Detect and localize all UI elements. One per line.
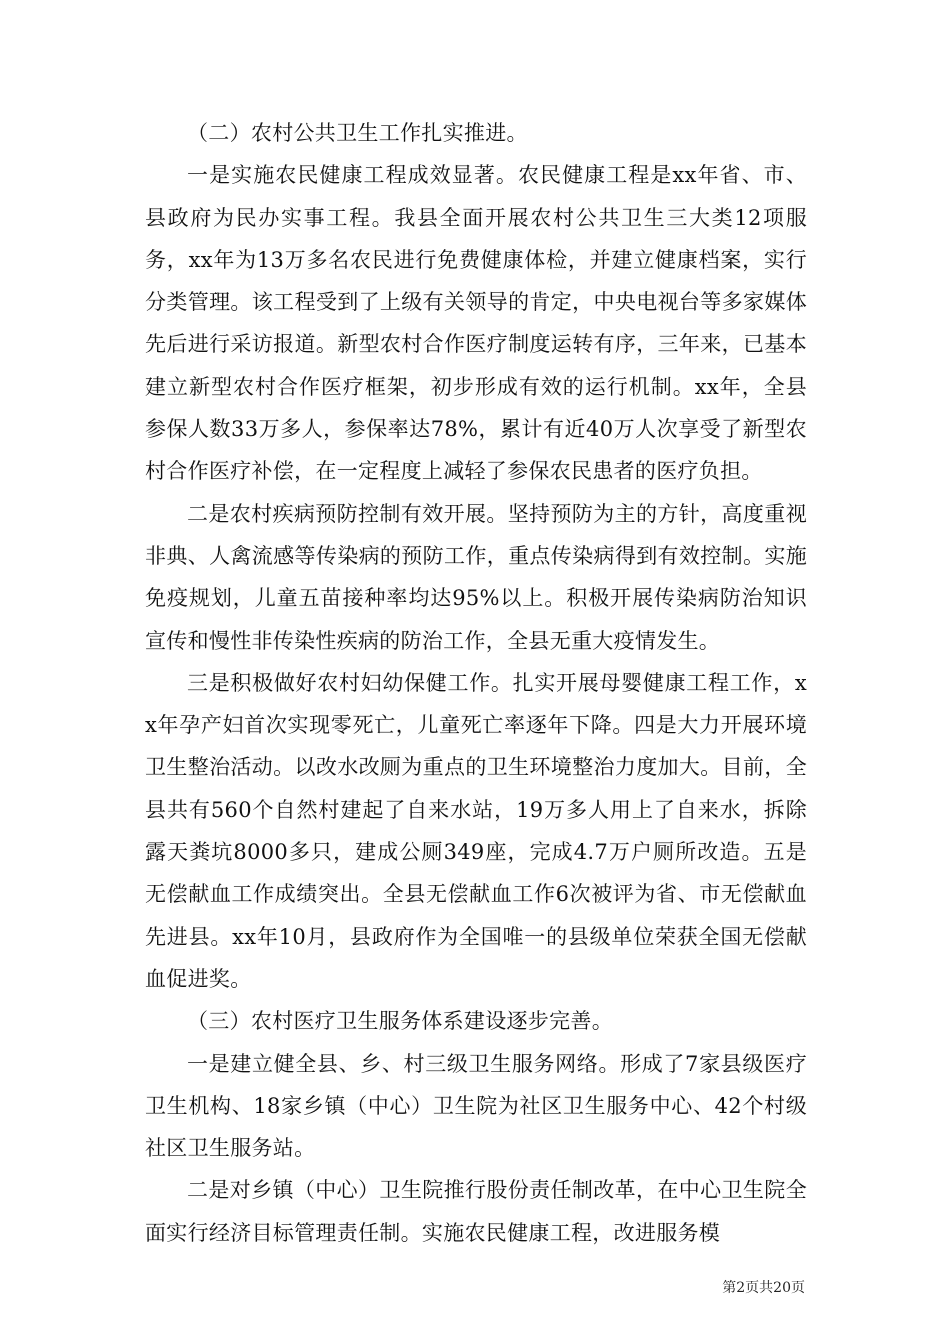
paragraph-maternal-child-health: 三是积极做好农村妇幼保健工作。扎实开展母婴健康工程工作，xx年孕产妇首次实现零死亡，儿童死亡率逐年下降。四是大力开展环境卫生整治活动。以改水改厕为重点的卫生环境整治力度加大。目前，全县共有560个自然村建起了自来水站，19万多人用上了自来水，拆除露天粪坑8000多只，建成公厕349座，完成4.7万户厕所改造。五是无偿献血工作成绩突出。全县无偿献血工作6次被评为省、市无偿献血先进县。xx年10月，县政府作为全国唯一的县级单位荣获全国无偿献血促进奖。 (145, 670, 807, 991)
page-number: 第2页共20页 (722, 1280, 805, 1296)
paragraph-shareholding-reform: 二是对乡镇（中心）卫生院推行股份责任制改革，在中心卫生院全面实行经济目标管理责任制。实施农民健康工程，改进服务模 (145, 1178, 807, 1245)
document-body (145, 112, 807, 1254)
section-heading-rural-public-health: （二）农村公共卫生工作扎实推进。 (187, 121, 528, 145)
paragraph-disease-prevention: 二是农村疾病预防控制有效开展。坚持预防为主的方针，高度重视非典、人禽流感等传染病的预防工作，重点传染病得到有效控制。实施免疫规划，儿童五苗接种率均达95%以上。积极开展传染病防治知识宣传和慢性非传染性疾病的防治工作，全县无重大疫情发生。 (145, 501, 807, 653)
paragraph-three-level-network: 一是建立健全县、乡、村三级卫生服务网络。形成了7家县级医疗卫生机构、18家乡镇（中心）卫生院为社区卫生服务中心、42个村级社区卫生服务站。 (145, 1051, 807, 1161)
section-heading-service-system: （三）农村医疗卫生服务体系建设逐步完善。 (187, 1009, 613, 1034)
paragraph-farmer-health-project: 一是实施农民健康工程成效显著。农民健康工程是xx年省、市、县政府为民办实事工程。我县全面开展农村公共卫生三大类12项服务，xx年为13万多名农民进行免费健康体检，并建立健康档案，实行分类管理。该工程受到了上级有关领导的肯定，中央电视台等多家媒体先后进行采访报道。新型农村合作医疗制度运转有序，三年来，已基本建立新型农村合作医疗框架，初步形成有效的运行机制。xx年，全县参保人数33万多人，参保率达78%，累计有近40万人次享受了新型农村合作医疗补偿，在一定程度上减轻了参保农民患者的医疗负担。 (145, 163, 807, 484)
